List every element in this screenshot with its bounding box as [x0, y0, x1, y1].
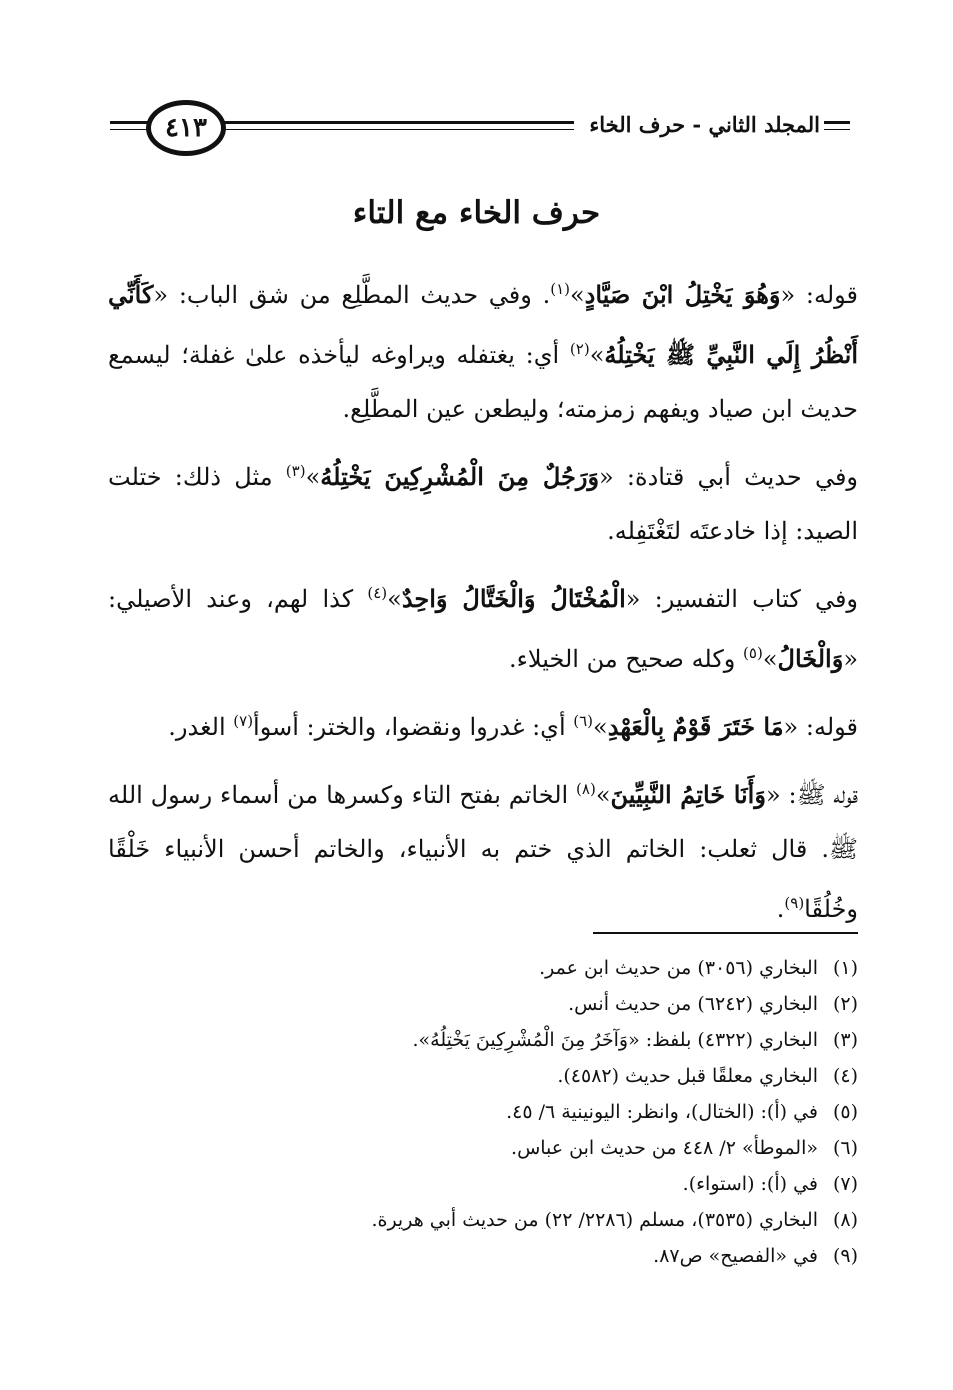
- header-rule-right-bottom: [824, 129, 850, 130]
- header-rule-left-top: [110, 121, 150, 124]
- footnote-marker: (٨): [576, 780, 596, 798]
- footnote-number: (١): [832, 957, 858, 979]
- paragraph-text: مثل ذلك: ختلت الصيد: إذا خادعتَه لتَغْتَفِله.: [108, 463, 858, 545]
- hadith-quote: كَأَنِّي أَنْظُرُ إِلَي النَّبِيِّ ﷺ يَخْتِلُهُ: [108, 280, 858, 369]
- footnote-text: البخاري (٣٠٥٦) من حديث ابن عمر.: [539, 957, 818, 979]
- paragraph-text: قوله: «: [783, 713, 858, 741]
- section-title: حرف الخاء مع التاء: [352, 195, 601, 231]
- body-text: [108, 262, 858, 936]
- hadith-quote: مَا خَتَرَ قَوْمٌ بِالْعَهْدِ: [607, 712, 784, 741]
- paragraph-text: وفي حديث أبي قتادة: «: [599, 463, 859, 491]
- paragraph-text: وكله صحيح من الخيلاء.: [509, 645, 744, 673]
- paragraph-text: »: [569, 281, 585, 309]
- footnote-marker: (٩): [784, 894, 805, 912]
- hadith-quote: وَأَنَا خَاتِمُ النَّبِيِّينَ: [610, 780, 766, 809]
- paragraph-text: الغدر.: [168, 713, 234, 741]
- footnote-text: البخاري (٦٢٤٢) من حديث أنس.: [568, 993, 818, 1015]
- footnote-separator: [593, 932, 858, 934]
- footnote-text: في «الفصيح» ص٨٧.: [653, 1245, 818, 1267]
- paragraph-text: الخاتم بفتح التاء وكسرها من أسماء رسول الله ﷺ. قال ثعلب: الخاتم الذي ختم به الأنبياء، والخاتم أحسن الأنبياء خَلْقًا وخُلُقًا: [108, 781, 858, 923]
- footnote-number: (٧): [832, 1173, 858, 1195]
- footnote-number: (٥): [832, 1101, 858, 1123]
- footnote: [98, 1022, 858, 1058]
- paragraph-text: وفي كتاب التفسير: «: [625, 585, 859, 613]
- footnotes: [98, 950, 858, 1274]
- footnote-marker: (٣): [285, 462, 306, 480]
- footnote-number: (٣): [832, 1029, 858, 1051]
- hadith-quote: وَالْخَالُ: [777, 644, 844, 673]
- hadith-quote: الْمُخْتَالُ وَالْخَتَّالُ وَاحِدٌ: [401, 584, 626, 613]
- hadith-quote: وَهُوَ يَخْتِلُ ابْنَ صَيَّادٍ: [584, 280, 781, 309]
- footnote-marker: (٦): [573, 712, 594, 730]
- paragraph: [108, 694, 858, 754]
- paragraph-text: .: [776, 895, 785, 923]
- footnote-text: في (أ): (الختال)، وانظر: اليونينية ٦/ ٤٥.: [506, 1101, 818, 1123]
- footnote: [98, 1094, 858, 1130]
- footnote-marker: (١): [550, 280, 570, 298]
- footnote-marker: (٥): [743, 644, 763, 662]
- paragraph-text: قوله ﷺ: «: [765, 781, 858, 809]
- footnote: [98, 1166, 858, 1202]
- paragraph-text: قوله: «: [780, 281, 859, 309]
- paragraph-text: »: [387, 585, 402, 613]
- running-head: المجلد الثاني - حرف الخاء: [589, 112, 820, 137]
- page-header: [110, 100, 850, 160]
- footnote-text: في (أ): (استواء).: [682, 1173, 818, 1195]
- paragraph-text: كذا لهم، وعند الأصيلي: «: [108, 585, 858, 673]
- footnote-text: البخاري (٤٣٢٢) بلفظ: «وَآخَرُ مِنَ الْمُشْرِكِينَ يَخْتِلُهُ».: [412, 1029, 818, 1051]
- header-rule-left-bottom: [110, 129, 150, 130]
- paragraph-text: »: [762, 645, 778, 673]
- hadith-quote: وَرَجُلٌ مِنَ الْمُشْرِكِينَ يَخْتِلُهُ: [320, 462, 600, 491]
- paragraph-text: »: [589, 341, 605, 369]
- footnote-marker: (٧): [233, 712, 254, 730]
- paragraph-text: »: [593, 713, 608, 741]
- footnote: [98, 1058, 858, 1094]
- paragraph-text: أي: يغتفله ويراوغه ليأخذه علىٰ غفلة؛ ليسمع حديث ابن صياد ويفهم زمزمته؛ وليطعن عين المطَّلِع.: [108, 341, 858, 423]
- paragraph-text: »: [305, 463, 321, 491]
- footnote: [98, 1238, 858, 1274]
- footnote-number: (٨): [832, 1209, 858, 1231]
- page-number-badge: [146, 100, 226, 156]
- page-number: ٤١٣: [165, 113, 207, 143]
- footnote-number: (٤): [832, 1065, 858, 1087]
- header-rule-right-top: [824, 121, 850, 124]
- footnote-number: (٩): [832, 1245, 858, 1267]
- footnote: [98, 1202, 858, 1238]
- paragraph-text: »: [595, 781, 611, 809]
- paragraph: [108, 762, 858, 936]
- paragraph: [108, 262, 858, 436]
- footnote-text: البخاري معلقًا قبل حديث (٤٥٨٢).: [557, 1065, 818, 1087]
- paragraph-text: أي: غدروا ونقضوا، والختر: أسوأ: [253, 713, 574, 741]
- paragraph-text: . وفي حديث المطَّلِع من شق الباب: «: [153, 281, 551, 309]
- paragraph: [108, 444, 858, 558]
- footnote-number: (٢): [832, 993, 858, 1015]
- footnote: [98, 1130, 858, 1166]
- footnote-marker: (٤): [367, 584, 388, 602]
- header-rule-middle-bottom: [222, 129, 574, 130]
- footnote-number: (٦): [832, 1137, 858, 1159]
- footnote: [98, 950, 858, 986]
- header-rule-middle-top: [222, 121, 574, 124]
- footnote: [98, 986, 858, 1022]
- footnote-text: «الموطأ» ٢/ ٤٤٨ من حديث ابن عباس.: [511, 1137, 818, 1159]
- footnote-text: البخاري (٣٥٣٥)، مسلم (٢٢٨٦/ ٢٢) من حديث أبي هريرة.: [371, 1209, 818, 1231]
- footnote-marker: (٢): [569, 340, 590, 358]
- paragraph: [108, 566, 858, 686]
